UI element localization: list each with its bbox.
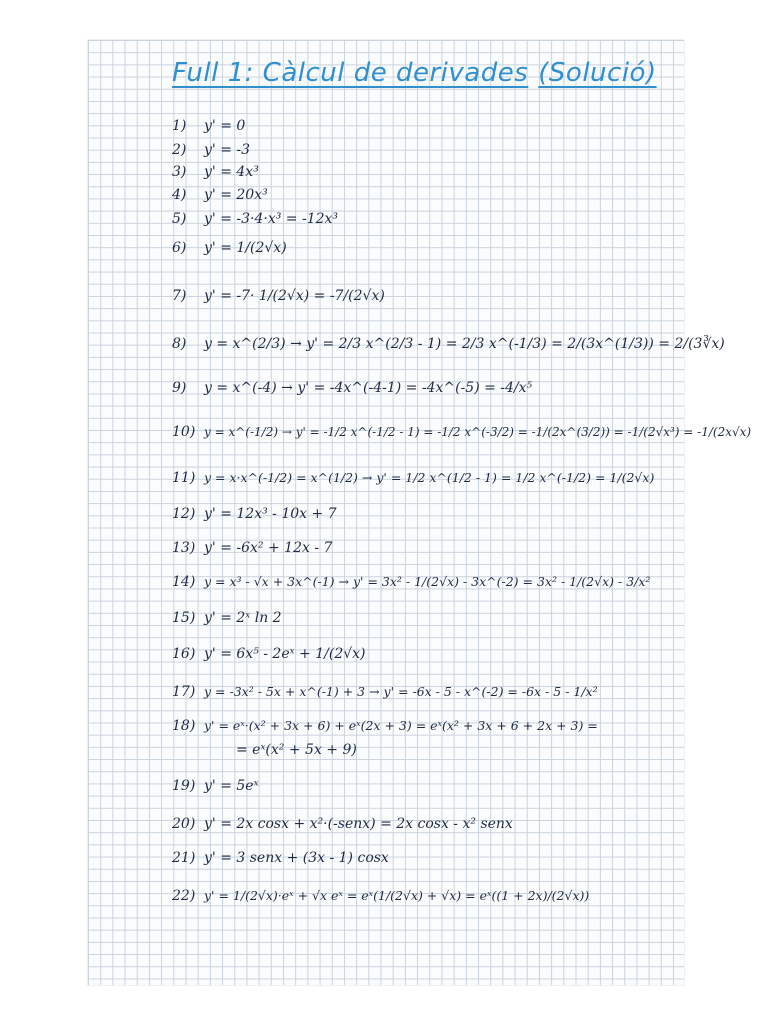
solution-line-14 — [172, 574, 650, 590]
item-number: 4) — [172, 187, 187, 203]
item-number: 11) — [172, 470, 196, 486]
item-expression: y' = 2x cosx + x²·(-senx) = 2x cosx - x² senx — [204, 816, 513, 832]
item-expression: y = -3x² - 5x + x^(-1) + 3 → y' = -6x - 5 - x^(-2) = -6x - 5 - 1/x² — [204, 684, 598, 699]
solution-line-13 — [172, 540, 332, 556]
item-expression: y = x^(-4) → y' = -4x^(-4-1) = -4x^(-5) = -4/x⁵ — [204, 380, 533, 396]
title-text: Full 1: Càlcul de derivades — [172, 58, 529, 88]
item-number: 1) — [172, 118, 187, 134]
solution-line-22 — [172, 888, 589, 904]
item-expression: y = x³ - √x + 3x^(-1) → y' = 3x² - 1/(2√x) - 3x^(-2) = 3x² - 1/(2√x) - 3/x² — [204, 574, 651, 589]
item-expression: y' = 0 — [204, 118, 246, 134]
item-number: 12) — [172, 506, 196, 522]
item-number: 18) — [172, 718, 196, 734]
solution-line-19 — [172, 778, 259, 794]
item-number: 6) — [172, 240, 187, 256]
solution-line-20 — [172, 816, 513, 832]
solution-line-9 — [172, 380, 532, 396]
item-expression: y' = 2ˣ ln 2 — [204, 610, 282, 626]
solution-line-12 — [172, 506, 337, 522]
item-number: 9) — [172, 380, 187, 396]
item-expression: y = x^(-1/2) → y' = -1/2 x^(-1/2 - 1) = -1/2 x^(-3/2) = -1/(2x^(3/2)) = -1/(2√x³) = -1/(2x√x) — [204, 425, 752, 439]
solution-line-16 — [172, 646, 366, 662]
item-number: 5) — [172, 211, 187, 227]
item-expression: y' = 3 senx + (3x - 1) cosx — [204, 850, 389, 866]
solution-line-11 — [172, 470, 654, 486]
item-number: 15) — [172, 610, 196, 626]
item-expression: y' = -3 — [204, 142, 251, 158]
item-number: 20) — [172, 816, 196, 832]
item-number: 3) — [172, 164, 187, 180]
item-number: 10) — [172, 424, 196, 440]
solution-line-17 — [172, 684, 598, 700]
solution-line-18 — [172, 718, 598, 734]
solution-line-4 — [172, 187, 268, 203]
solution-line-15 — [172, 610, 282, 626]
solution-line-5 — [172, 211, 338, 227]
item-number: 17) — [172, 684, 196, 700]
item-number: 19) — [172, 778, 196, 794]
item-number: 22) — [172, 888, 196, 904]
item-number: 8) — [172, 336, 187, 352]
solution-line-7 — [172, 288, 385, 304]
item-number: 21) — [172, 850, 196, 866]
solution-line-8 — [172, 336, 725, 352]
solution-line-18-cont — [204, 742, 357, 758]
item-expression: y' = 5eˣ — [204, 778, 259, 794]
solution-line-1 — [172, 118, 245, 134]
item-expression: y = x^(2/3) → y' = 2/3 x^(2/3 - 1) = 2/3 x^(-1/3) = 2/(3x^(1/3)) = 2/(3∛x) — [204, 336, 725, 352]
solution-line-2 — [172, 142, 250, 158]
item-expression: y' = -7· 1/(2√x) = -7/(2√x) — [204, 288, 385, 304]
item-number: 7) — [172, 288, 187, 304]
item-number: 2) — [172, 142, 187, 158]
item-expression: y' = eˣ·(x² + 3x + 6) + eˣ(2x + 3) = eˣ(x² + 3x + 6 + 2x + 3) = — [204, 718, 598, 733]
item-expression: y' = 1/(2√x) — [204, 240, 287, 256]
item-expression: y' = 4x³ — [204, 164, 259, 180]
item-expression: y' = 6x⁵ - 2eˣ + 1/(2√x) — [204, 646, 366, 662]
title-solution: (Solució) — [538, 58, 657, 88]
item-expression: y' = -6x² + 12x - 7 — [204, 540, 333, 556]
solution-line-3 — [172, 164, 259, 180]
item-number: 13) — [172, 540, 196, 556]
item-expression: y' = 12x³ - 10x + 7 — [204, 506, 337, 522]
item-number: 16) — [172, 646, 196, 662]
item-expression: y' = 20x³ — [204, 187, 268, 203]
item-number: 14) — [172, 574, 196, 590]
solution-line-21 — [172, 850, 389, 866]
page-title — [172, 58, 657, 88]
item-expression: y' = 1/(2√x)·eˣ + √x eˣ = eˣ(1/(2√x) + √x) = eˣ((1 + 2x)/(2√x)) — [204, 888, 590, 903]
solution-line-6 — [172, 240, 287, 256]
item-expression: y' = -3·4·x³ = -12x³ — [204, 211, 339, 227]
item-expression: = eˣ(x² + 5x + 9) — [236, 742, 357, 758]
item-expression: y = x·x^(-1/2) = x^(1/2) → y' = 1/2 x^(1/2 - 1) = 1/2 x^(-1/2) = 1/(2√x) — [204, 470, 655, 485]
solution-line-10 — [172, 424, 751, 440]
